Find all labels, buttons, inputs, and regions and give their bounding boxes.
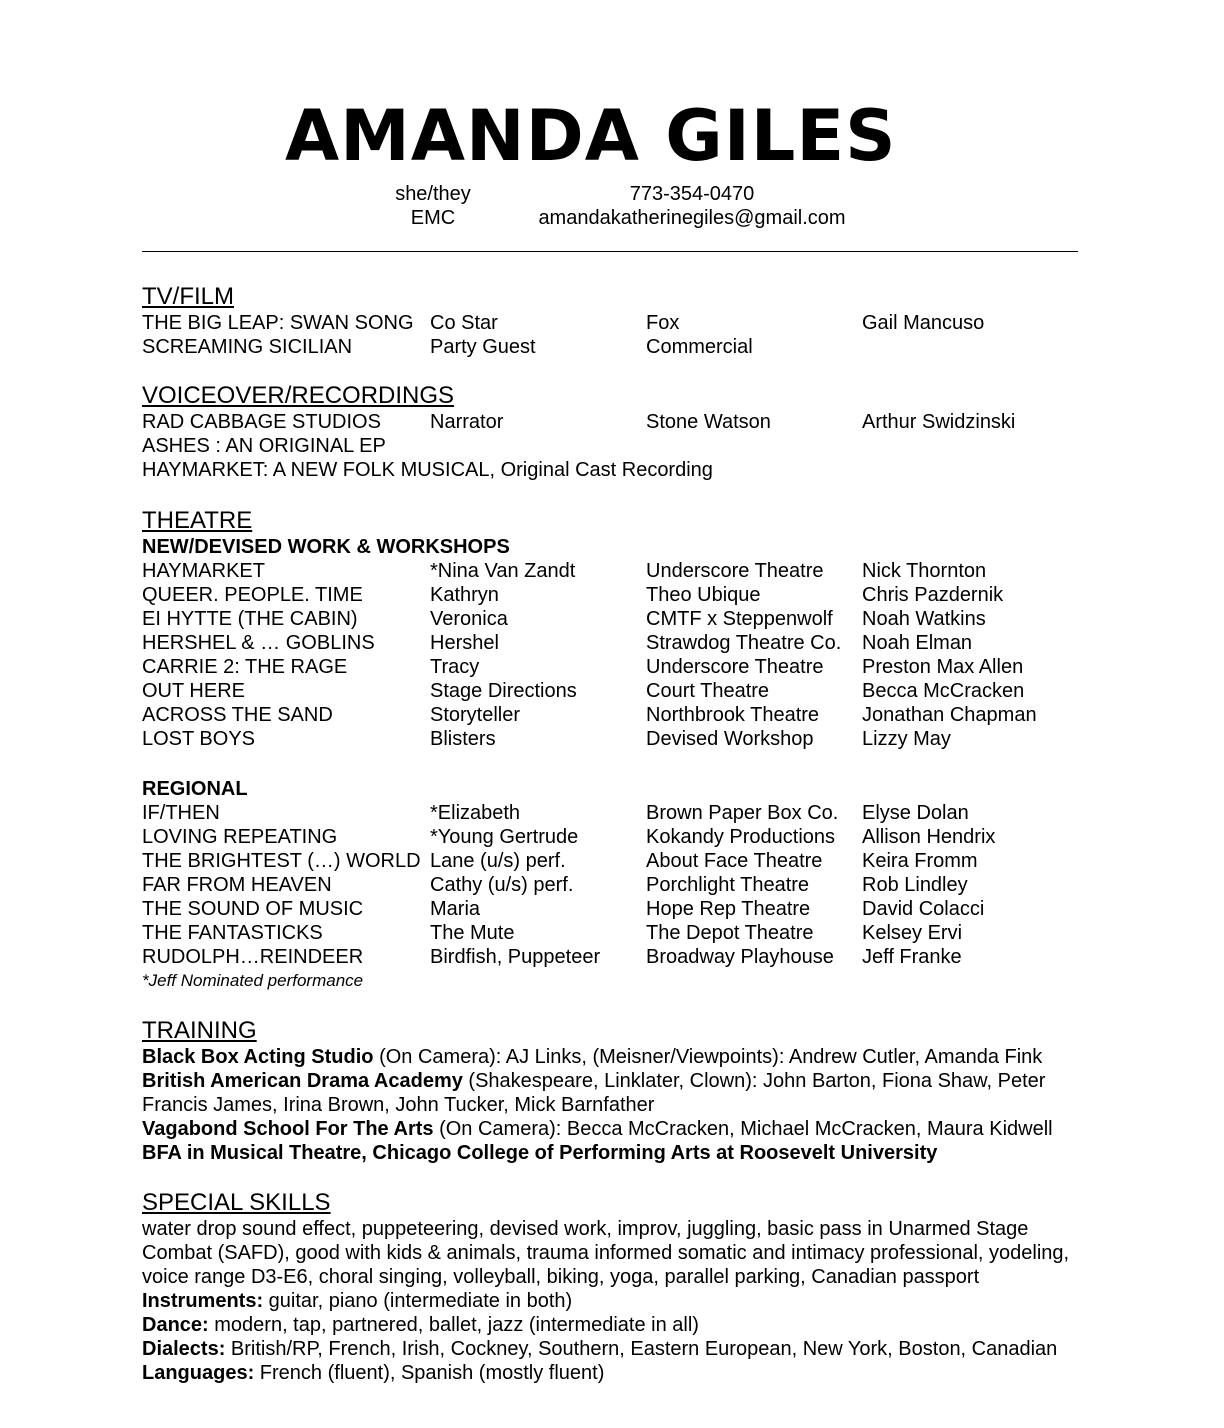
credit-role: Tracy: [430, 656, 480, 678]
credit-company: Brown Paper Box Co.: [646, 802, 839, 824]
credit-director: Arthur Swidzinski: [862, 411, 1016, 433]
skill-label: Languages:: [142, 1362, 255, 1384]
degree: [142, 1141, 1082, 1165]
section-voiceover: [142, 382, 1082, 482]
recording-line: HAYMARKET: A NEW FOLK MUSICAL, Original Cast Recording: [142, 459, 713, 481]
credit-role: *Nina Van Zandt: [430, 560, 576, 582]
credit-role: Maria: [430, 898, 481, 920]
training-detail: (Shakespeare, Linklater, Clown): John Barton, Fiona Shaw, Peter Francis James, Irina Brown, John Tucker, Mick Barnfather: [142, 1070, 1046, 1116]
credit-role: Lane (u/s) perf.: [430, 850, 566, 872]
credit-director: Rob Lindley: [862, 874, 968, 896]
credit-title: THE SOUND OF MUSIC: [142, 898, 364, 920]
training-detail: (On Camera): AJ Links, (Meisner/Viewpoints): Andrew Cutler, Amanda Fink: [373, 1046, 1043, 1068]
section-skills: [142, 1189, 1082, 1385]
credit-company: Broadway Playhouse: [646, 946, 834, 968]
credit-row: [142, 607, 1082, 631]
credit-row: [142, 849, 1082, 873]
credit-director: Lizzy May: [862, 728, 951, 750]
credit-company: About Face Theatre: [646, 850, 823, 872]
section-title: VOICEOVER/RECORDINGS: [142, 382, 455, 409]
credit-company: Fox: [646, 312, 680, 334]
credit-director: Nick Thornton: [862, 560, 987, 582]
skill-item: [142, 1337, 1082, 1361]
credit-title: RUDOLPH…REINDEER: [142, 946, 364, 968]
union-status: EMC: [410, 207, 456, 229]
school-name: Vagabond School For The Arts: [142, 1118, 434, 1140]
phone-number: 773-354-0470: [629, 183, 755, 205]
new-work-list: [142, 559, 1082, 751]
credit-role: *Young Gertrude: [430, 826, 579, 848]
skill-item: [142, 1289, 1082, 1313]
credit-row: [142, 873, 1082, 897]
credit-title: LOVING REPEATING: [142, 826, 338, 848]
subsection-title: NEW/DEVISED WORK & WORKSHOPS: [142, 536, 510, 558]
credit-title: CARRIE 2: THE RAGE: [142, 656, 348, 678]
skill-label: Dance:: [142, 1314, 209, 1336]
candidate-name: AMANDA GILES: [285, 95, 897, 177]
credit-role: Birdfish, Puppeteer: [430, 946, 601, 968]
credit-company: Stone Watson: [646, 411, 771, 433]
credit-company: Strawdog Theatre Co.: [646, 632, 842, 654]
credit-row: [142, 679, 1082, 703]
credit-title: EI HYTTE (THE CABIN): [142, 608, 358, 630]
credit-role: Stage Directions: [430, 680, 577, 702]
credit-company: Northbrook Theatre: [646, 704, 820, 726]
skill-label: Dialects:: [142, 1338, 226, 1360]
credit-role: Blisters: [430, 728, 496, 750]
section-tv-film: [142, 283, 1082, 359]
credit-director: Jonathan Chapman: [862, 704, 1037, 726]
skill-value: British/RP, French, Irish, Cockney, Southern, Eastern European, New York, Boston, Canadian: [225, 1338, 1058, 1360]
contact-right: [522, 182, 862, 230]
credit-row: [142, 825, 1082, 849]
credit-title: FAR FROM HEAVEN: [142, 874, 332, 896]
section-training: [142, 1017, 1082, 1165]
skill-item: [142, 1313, 1082, 1337]
pronouns: she/they: [395, 183, 471, 205]
school-name: British American Drama Academy: [142, 1070, 463, 1092]
skill-label: Instruments:: [142, 1290, 264, 1312]
section-title: THEATRE: [142, 507, 253, 534]
credit-director: David Colacci: [862, 898, 985, 920]
credit-row: [142, 559, 1082, 583]
credit-company: Underscore Theatre: [646, 656, 824, 678]
regional-list: [142, 801, 1082, 969]
credit-row: [142, 631, 1082, 655]
credit-company: Hope Rep Theatre: [646, 898, 811, 920]
credit-role: Cathy (u/s) perf.: [430, 874, 574, 896]
skill-value: French (fluent), Spanish (mostly fluent): [254, 1362, 605, 1384]
credit-title: SCREAMING SICILIAN: [142, 336, 353, 358]
credit-row: [142, 921, 1082, 945]
credit-role: Hershel: [430, 632, 499, 654]
credit-row: [142, 311, 1082, 335]
credit-director: Allison Hendrix: [862, 826, 996, 848]
footnote: *Jeff Nominated performance: [142, 971, 364, 990]
credit-director: Preston Max Allen: [862, 656, 1024, 678]
credit-director: Becca McCracken: [862, 680, 1025, 702]
credit-director: Jeff Franke: [862, 946, 962, 968]
section-title: SPECIAL SKILLS: [142, 1189, 331, 1216]
credit-role: Kathryn: [430, 584, 499, 606]
recording-line: ASHES : AN ORIGINAL EP: [142, 435, 386, 457]
credit-role: The Mute: [430, 922, 515, 944]
credit-title: THE FANTASTICKS: [142, 922, 323, 944]
training-item: [142, 1069, 1082, 1117]
credit-row: [142, 583, 1082, 607]
credit-director: Elyse Dolan: [862, 802, 969, 824]
credit-director: Kelsey Ervi: [862, 922, 963, 944]
credit-title: IF/THEN: [142, 802, 220, 824]
credit-role: *Elizabeth: [430, 802, 521, 824]
credit-company: Kokandy Productions: [646, 826, 836, 848]
credit-row: [142, 897, 1082, 921]
credit-company: Devised Workshop: [646, 728, 814, 750]
school-name: Black Box Acting Studio: [142, 1046, 374, 1068]
credit-row: [142, 727, 1082, 751]
subsection-title: REGIONAL: [142, 778, 248, 800]
header-divider: [142, 251, 1078, 252]
credit-role: Co Star: [430, 312, 498, 334]
credit-row: [142, 801, 1082, 825]
credit-title: LOST BOYS: [142, 728, 256, 750]
credit-title: QUEER. PEOPLE. TIME: [142, 584, 363, 606]
credit-director: Keira Fromm: [862, 850, 978, 872]
credit-company: Theo Ubique: [646, 584, 761, 606]
training-detail: (On Camera): Becca McCracken, Michael McCracken, Maura Kidwell: [433, 1118, 1053, 1140]
section-title: TRAINING: [142, 1017, 257, 1044]
contact-left: [388, 182, 478, 230]
credit-company: The Depot Theatre: [646, 922, 814, 944]
skills-general: water drop sound effect, puppeteering, devised work, improv, juggling, basic pass in Unarmed Stage Combat (SAFD), good with kids & animals, trauma informed somatic and intimacy professional, yodeling, voice range D3-E6, choral singing, volleyball, biking, yoga, parallel parking, Canadian passport: [142, 1218, 1070, 1288]
section-title: TV/FILM: [142, 283, 235, 310]
credit-company: Court Theatre: [646, 680, 770, 702]
credit-title: ACROSS THE SAND: [142, 704, 333, 726]
credit-director: Gail Mancuso: [862, 312, 985, 334]
credit-company: Commercial: [646, 336, 753, 358]
credit-title: THE BIG LEAP: SWAN SONG: [142, 312, 414, 334]
credit-title: HAYMARKET: [142, 560, 265, 582]
credit-row: [142, 655, 1082, 679]
credit-title: HERSHEL & … GOBLINS: [142, 632, 375, 654]
credit-row: [142, 703, 1082, 727]
section-theatre: [142, 507, 1082, 751]
training-item: [142, 1045, 1082, 1069]
credit-role: Storyteller: [430, 704, 521, 726]
skill-value: modern, tap, partnered, ballet, jazz (intermediate in all): [208, 1314, 699, 1336]
skill-value: guitar, piano (intermediate in both): [263, 1290, 573, 1312]
credit-company: Underscore Theatre: [646, 560, 824, 582]
credit-row: [142, 945, 1082, 969]
credit-title: THE BRIGHTEST (…) WORLD: [142, 850, 421, 872]
credit-director: Noah Elman: [862, 632, 973, 654]
credit-role: Veronica: [430, 608, 508, 630]
credit-role: Party Guest: [430, 336, 536, 358]
degree-text: BFA in Musical Theatre, Chicago College of Performing Arts at Roosevelt University: [142, 1142, 938, 1164]
credit-director: Chris Pazdernik: [862, 584, 1004, 606]
training-item: [142, 1117, 1082, 1141]
section-regional: [142, 777, 1082, 993]
credit-company: Porchlight Theatre: [646, 874, 810, 896]
skill-item: [142, 1361, 1082, 1385]
credit-title: OUT HERE: [142, 680, 245, 702]
credit-title: RAD CABBAGE STUDIOS: [142, 411, 381, 433]
credit-company: CMTF x Steppenwolf: [646, 608, 833, 630]
email-address[interactable]: amandakatherinegiles@gmail.com: [538, 207, 846, 229]
credit-row: [142, 410, 1082, 434]
credit-director: Noah Watkins: [862, 608, 986, 630]
credit-row: [142, 335, 1082, 359]
credit-role: Narrator: [430, 411, 504, 433]
